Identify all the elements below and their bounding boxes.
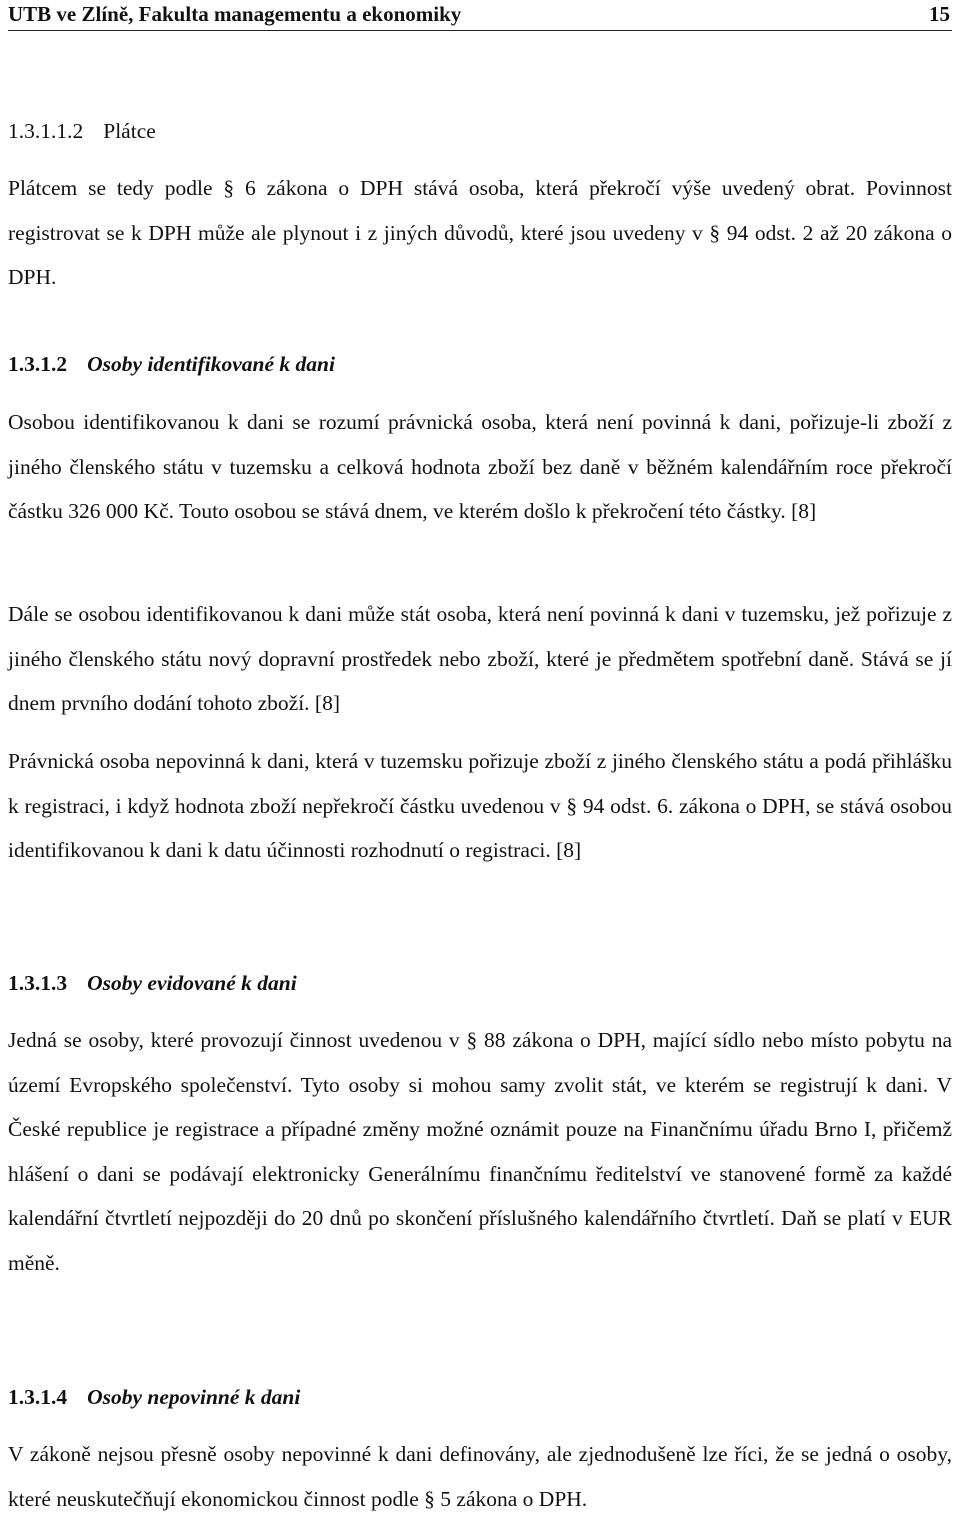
section-number: 1.3.1.3 — [8, 971, 68, 995]
paragraph: Plátcem se tedy podle § 6 zákona o DPH stává osoba, která překročí výše uvedený obrat. Povinnost registrovat se k DPH může ale plynout i z jiných důvodů, které jsou uvedeny v § 94 odst. 2 až 20 zákona o DPH. — [8, 176, 952, 289]
section-heading-osoby-evidovane — [8, 968, 952, 998]
section-title: Osoby nepovinné k dani — [87, 1385, 301, 1409]
paragraph: Jedná se osoby, které provozují činnost uvedenou v § 88 zákona o DPH, mající sídlo nebo místo pobytu na území Evropského společenství. Tyto osoby si mohou samy zvolit stát, ve kterém se registrují k dani. V České republice je registrace a případné změny možné oznámit pouze na Finančnímu úřadu Brno I, přičemž hlášení o dani se podávají elektronicky Generálnímu finančnímu ředitelství ve stanovené formě za každé kalendářní čtvrtletí nejpozději do 20 dnů po skončení příslušného kalendářního čtvrtletí. Daň se platí v EUR měně. — [8, 1028, 952, 1275]
paragraph: Dále se osobou identifikovanou k dani může stát osoba, která není povinná k dani v tuzemsku, jež pořizuje z jiného členského státu nový dopravní prostředek nebo zboží, které je předmětem spotřební daně. Stává se jí dnem prvního dodání tohoto zboží. [8] — [8, 602, 952, 715]
section-number: 1.3.1.4 — [8, 1385, 68, 1409]
section-number: 1.3.1.2 — [8, 352, 68, 376]
header-title: UTB ve Zlíně, Fakulta managementu a ekonomiky — [8, 2, 462, 26]
paragraph: Osobou identifikovanou k dani se rozumí právnická osoba, která není povinná k dani, pořizuje-li zboží z jiného členského státu v tuzemsku a celková hodnota zboží bez daně v běžném kalendářním roce překročí částku 326 000 Kč. Touto osobou se stává dnem, ve kterém došlo k překročení této částky. [8] — [8, 410, 952, 523]
page-header — [8, 0, 952, 31]
section-number: 1.3.1.1.2 — [8, 119, 84, 143]
section-heading-platce — [8, 116, 952, 146]
section-heading-osoby-nepovinne — [8, 1382, 952, 1412]
section-heading-osoby-identifikovane — [8, 349, 952, 379]
paragraph: V zákoně nejsou přesně osoby nepovinné k dani definovány, ale zjednodušeně lze říci, že se jedná o osoby, které neuskutečňují ekonomickou činnost podle § 5 zákona o DPH. — [8, 1442, 952, 1511]
section-title: Osoby identifikované k dani — [87, 352, 335, 376]
page-number: 15 — [929, 2, 950, 26]
paragraph: Právnická osoba nepovinná k dani, která v tuzemsku pořizuje zboží z jiného členského státu a podá přihlášku k registraci, i když hodnota zboží nepřekročí částku uvedenou v § 94 odst. 6. zákona o DPH, se stává osobou identifikovanou k dani k datu účinnosti rozhodnutí o registraci. [8] — [8, 749, 952, 862]
section-title: Osoby evidované k dani — [87, 971, 297, 995]
section-title: Plátce — [103, 119, 156, 143]
